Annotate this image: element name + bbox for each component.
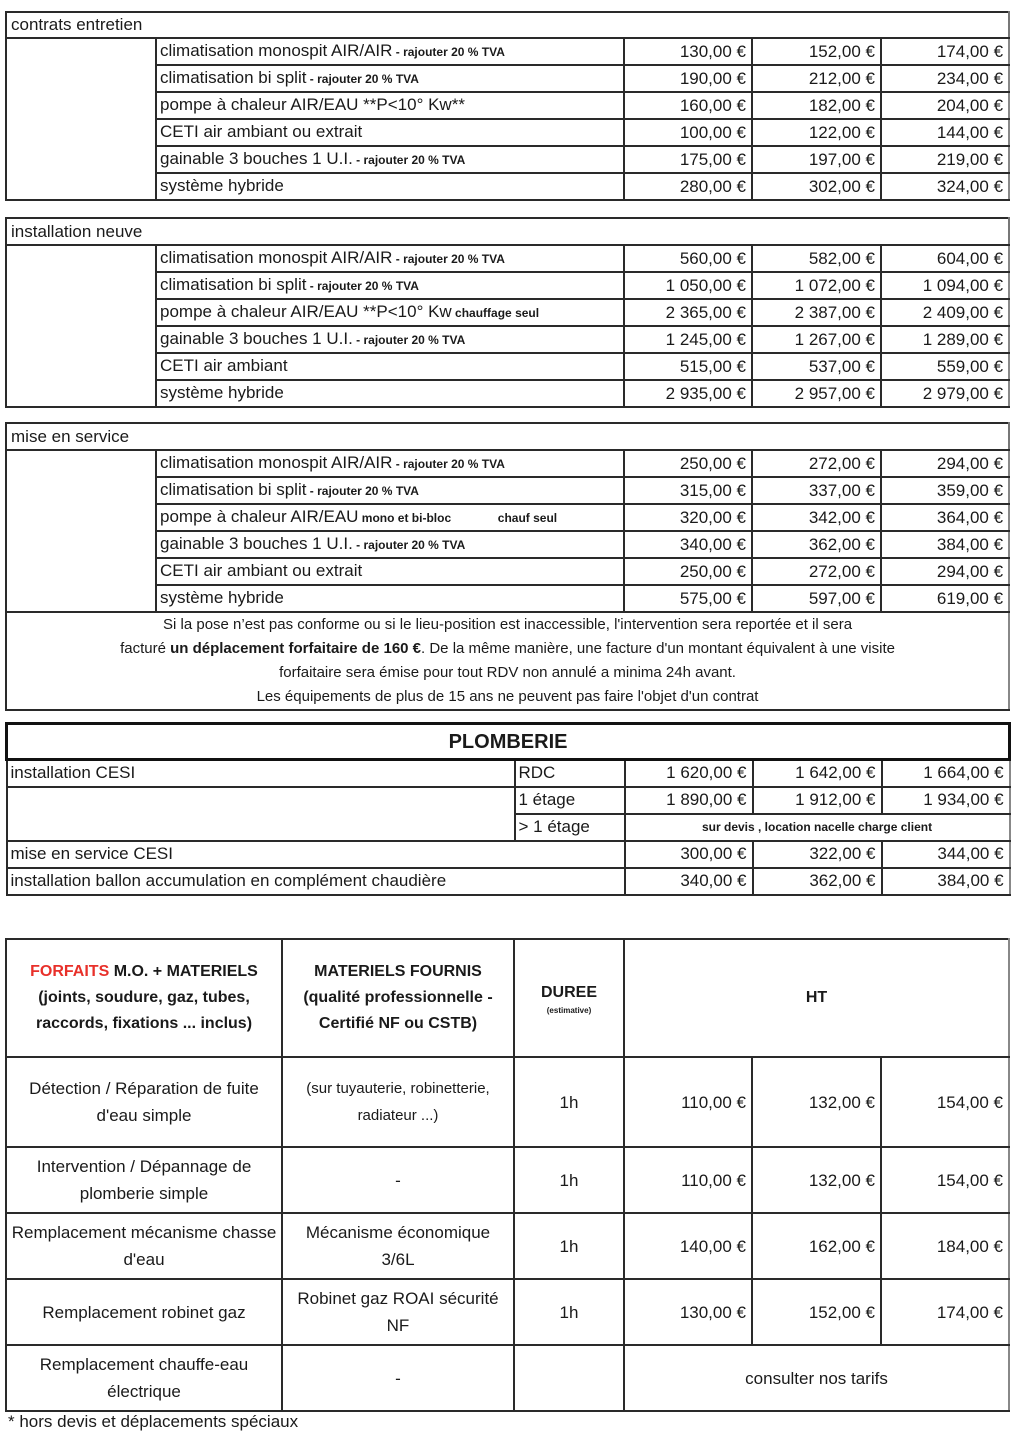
floor-label: RDC [515, 760, 625, 787]
price-cell: 132,00 € [752, 1147, 881, 1213]
price-cell: 1 050,00 € [624, 272, 752, 299]
service-label: climatisation bi split - rajouter 20 % TVA [156, 477, 624, 504]
service-label: gainable 3 bouches 1 U.I. - rajouter 20 % TVA [156, 326, 624, 353]
section-title: installation neuve [6, 218, 1009, 245]
section-plomberie [5, 722, 1011, 896]
price-cell: 2 387,00 € [752, 299, 881, 326]
service-label: gainable 3 bouches 1 U.I. - rajouter 20 % TVA [156, 146, 624, 173]
notice-line: Si la pose n’est pas conforme ou si le lieu-position est inaccessible, l'intervention sera reportée et il sera [163, 616, 853, 633]
price-cell: 1 890,00 € [625, 787, 753, 814]
section-contrats-entretien [5, 11, 1010, 201]
price-cell: 362,00 € [753, 868, 882, 895]
price-cell: 2 957,00 € [752, 380, 881, 407]
service-label: climatisation monospit AIR/AIR - rajouter 20 % TVA [156, 450, 624, 477]
price-cell: 272,00 € [752, 450, 881, 477]
notice-line: facturé un déplacement forfaitaire de 160 €. De la même manière, une facture d'un montant équivalent à une visite [120, 640, 895, 657]
price-cell: 144,00 € [881, 119, 1009, 146]
price-cell: 152,00 € [752, 1279, 881, 1345]
service-label: CETI air ambiant ou extrait [156, 119, 624, 146]
price-cell: 324,00 € [881, 173, 1009, 200]
price-cell: 597,00 € [752, 585, 881, 612]
price-cell: 154,00 € [881, 1057, 1009, 1147]
price-cell: 212,00 € [752, 65, 881, 92]
materiel-cell: Robinet gaz ROAI sécurité NF [282, 1279, 514, 1345]
price-cell: 110,00 € [624, 1057, 752, 1147]
header-duree: DUREE (estimative) [514, 939, 624, 1057]
service-label: gainable 3 bouches 1 U.I. - rajouter 20 % TVA [156, 531, 624, 558]
price-cell: 154,00 € [881, 1147, 1009, 1213]
notice-line: forfaitaire sera émise pour tout RDV non annulé a minima 24h avant. [279, 664, 736, 681]
price-cell: 359,00 € [881, 477, 1009, 504]
price-cell: 342,00 € [752, 504, 881, 531]
service-label: mise en service CESI [7, 841, 625, 868]
price-cell: 337,00 € [752, 477, 881, 504]
price-cell: 250,00 € [624, 558, 752, 585]
price-cell: 384,00 € [882, 868, 1010, 895]
service-cell: Détection / Réparation de fuite d'eau simple [6, 1057, 282, 1147]
price-cell: 537,00 € [752, 353, 881, 380]
price-cell: 515,00 € [624, 353, 752, 380]
price-cell: 140,00 € [624, 1213, 752, 1279]
blank-cell [6, 38, 156, 200]
floor-label: > 1 étage [515, 814, 625, 841]
footnote: * hors devis et déplacements spéciaux [8, 1412, 299, 1431]
notice-line: Les équipements de plus de 15 ans ne peuvent pas faire l'objet d'un contrat [256, 688, 759, 705]
price-cell: 364,00 € [881, 504, 1009, 531]
service-label: climatisation monospit AIR/AIR - rajouter 20 % TVA [156, 38, 624, 65]
materiel-cell: - [282, 1345, 514, 1411]
price-cell: 2 365,00 € [624, 299, 752, 326]
service-label: installation ballon accumulation en complément chaudière [7, 868, 625, 895]
duree-cell: 1h [514, 1213, 624, 1279]
price-cell: 1 289,00 € [881, 326, 1009, 353]
price-cell: 2 409,00 € [881, 299, 1009, 326]
duree-cell [514, 1345, 624, 1411]
quote-note: sur devis , location nacelle charge client [625, 814, 1010, 841]
service-cell: Intervention / Dépannage de plomberie simple [6, 1147, 282, 1213]
floor-label: 1 étage [515, 787, 625, 814]
price-cell: 559,00 € [881, 353, 1009, 380]
duree-cell: 1h [514, 1057, 624, 1147]
plomberie-title: PLOMBERIE [7, 724, 1010, 760]
price-cell: 1 620,00 € [625, 760, 753, 787]
price-cell: 110,00 € [624, 1147, 752, 1213]
price-cell: 1 094,00 € [881, 272, 1009, 299]
price-cell: 294,00 € [881, 450, 1009, 477]
price-cell: 560,00 € [624, 245, 752, 272]
price-cell: 300,00 € [625, 841, 753, 868]
service-cell: Remplacement robinet gaz [6, 1279, 282, 1345]
price-cell: 575,00 € [624, 585, 752, 612]
consult-tarifs-note: consulter nos tarifs [624, 1345, 1009, 1411]
section-installation-neuve [5, 217, 1010, 408]
section-title: mise en service [6, 423, 1009, 450]
price-cell: 132,00 € [752, 1057, 881, 1147]
price-cell: 197,00 € [752, 146, 881, 173]
forfaits-table [5, 938, 1010, 1412]
price-cell: 340,00 € [624, 531, 752, 558]
price-cell: 130,00 € [624, 1279, 752, 1345]
price-cell: 2 979,00 € [881, 380, 1009, 407]
materiel-cell: - [282, 1147, 514, 1213]
blank-cell [6, 450, 156, 612]
price-cell: 184,00 € [881, 1213, 1009, 1279]
header-materiels: MATERIELS FOURNIS (qualité professionnelle - Certifié NF ou CSTB) [282, 939, 514, 1057]
price-cell: 344,00 € [882, 841, 1010, 868]
price-cell: 1 912,00 € [753, 787, 882, 814]
price-cell: 280,00 € [624, 173, 752, 200]
price-cell: 250,00 € [624, 450, 752, 477]
price-cell: 190,00 € [624, 65, 752, 92]
price-cell: 182,00 € [752, 92, 881, 119]
price-cell: 1 245,00 € [624, 326, 752, 353]
blank-cell [7, 787, 515, 841]
price-cell: 174,00 € [881, 1279, 1009, 1345]
service-label: climatisation bi split - rajouter 20 % TVA [156, 65, 624, 92]
service-label: climatisation monospit AIR/AIR - rajouter 20 % TVA [156, 245, 624, 272]
price-cell: 384,00 € [881, 531, 1009, 558]
service-label: climatisation bi split - rajouter 20 % TVA [156, 272, 624, 299]
service-label: système hybride [156, 585, 624, 612]
price-cell: 315,00 € [624, 477, 752, 504]
service-cell: Remplacement chauffe-eau électrique [6, 1345, 282, 1411]
price-cell: 302,00 € [752, 173, 881, 200]
price-cell: 234,00 € [881, 65, 1009, 92]
price-cell: 294,00 € [881, 558, 1009, 585]
price-cell: 272,00 € [752, 558, 881, 585]
header-ht: HT [624, 939, 1009, 1057]
price-cell: 162,00 € [752, 1213, 881, 1279]
price-cell: 160,00 € [624, 92, 752, 119]
price-cell: 362,00 € [752, 531, 881, 558]
header-forfaits: FORFAITS M.O. + MATERIELS (joints, soudure, gaz, tubes, raccords, fixations ... inclus) [6, 939, 282, 1057]
price-cell: 582,00 € [752, 245, 881, 272]
service-label: CETI air ambiant [156, 353, 624, 380]
price-cell: 204,00 € [881, 92, 1009, 119]
price-cell: 152,00 € [752, 38, 881, 65]
service-label: pompe à chaleur AIR/EAU **P<10° Kw chauffage seul [156, 299, 624, 326]
service-label: CETI air ambiant ou extrait [156, 558, 624, 585]
price-cell: 130,00 € [624, 38, 752, 65]
materiel-cell: Mécanisme économique 3/6L [282, 1213, 514, 1279]
price-cell: 219,00 € [881, 146, 1009, 173]
price-cell: 604,00 € [881, 245, 1009, 272]
price-cell: 340,00 € [625, 868, 753, 895]
price-cell: 100,00 € [624, 119, 752, 146]
price-cell: 1 642,00 € [753, 760, 882, 787]
service-label: système hybride [156, 173, 624, 200]
price-cell: 174,00 € [881, 38, 1009, 65]
section-mise-en-service [5, 422, 1010, 711]
price-cell: 322,00 € [753, 841, 882, 868]
duree-cell: 1h [514, 1279, 624, 1345]
price-cell: 175,00 € [624, 146, 752, 173]
conditions-notice [6, 612, 1009, 710]
price-cell: 1 664,00 € [882, 760, 1010, 787]
price-cell: 2 935,00 € [624, 380, 752, 407]
price-cell: 1 934,00 € [882, 787, 1010, 814]
service-label: système hybride [156, 380, 624, 407]
price-cell: 122,00 € [752, 119, 881, 146]
price-cell: 1 267,00 € [752, 326, 881, 353]
price-cell: 1 072,00 € [752, 272, 881, 299]
blank-cell [6, 245, 156, 407]
service-label: installation CESI [7, 760, 515, 787]
price-cell: 619,00 € [881, 585, 1009, 612]
section-title: contrats entretien [6, 12, 1009, 38]
duree-cell: 1h [514, 1147, 624, 1213]
materiel-cell: (sur tuyauterie, robinetterie, radiateur ...) [282, 1057, 514, 1147]
service-cell: Remplacement mécanisme chasse d'eau [6, 1213, 282, 1279]
price-cell: 320,00 € [624, 504, 752, 531]
service-label: pompe à chaleur AIR/EAU **P<10° Kw** [156, 92, 624, 119]
service-label: pompe à chaleur AIR/EAU mono et bi-bloc chauf seul [156, 504, 624, 531]
